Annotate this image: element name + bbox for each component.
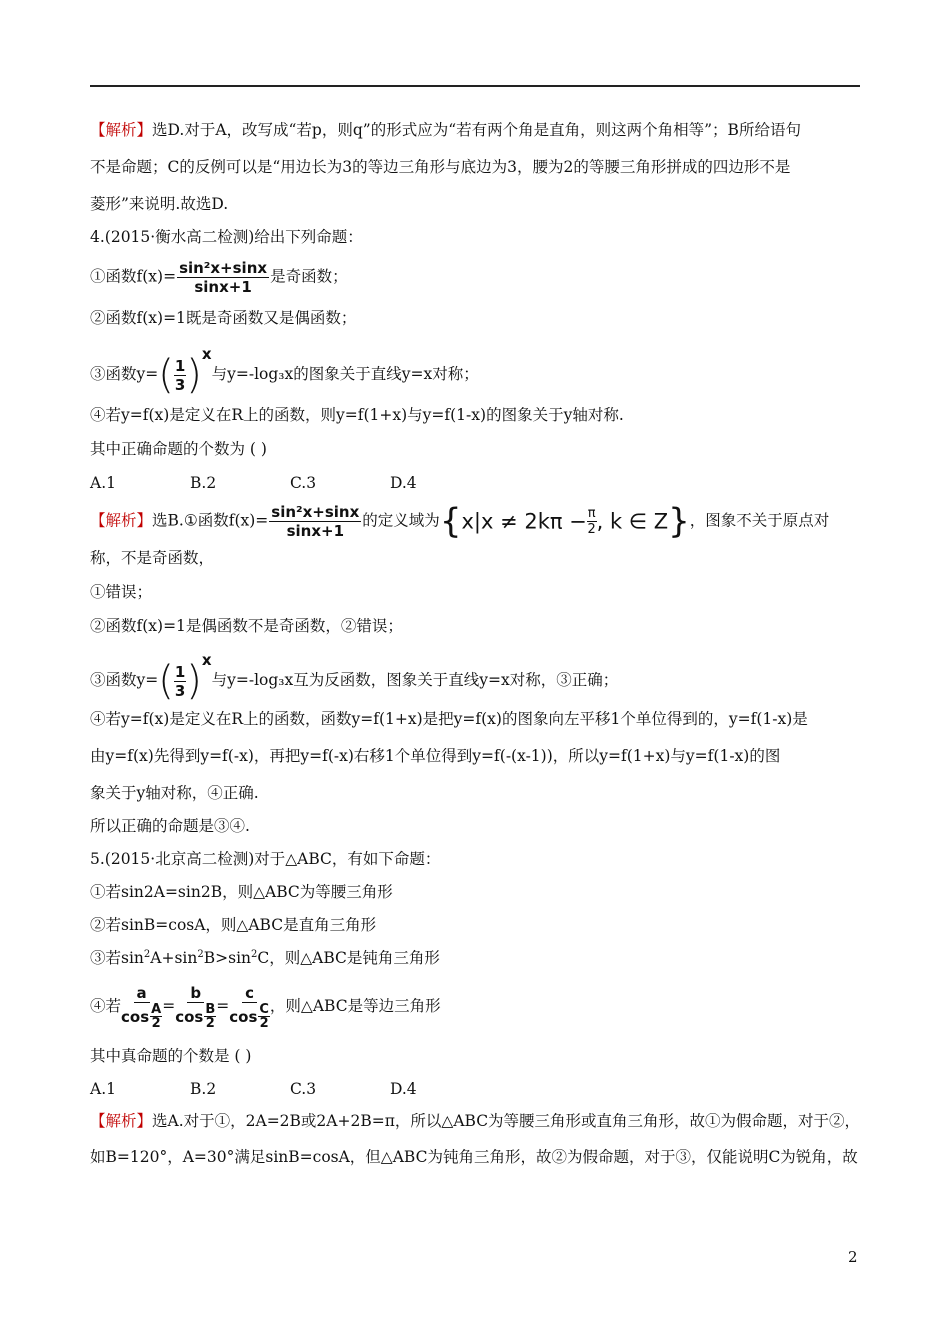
q4-stem: 4.(2015·衡水高二检测)给出下列命题： bbox=[90, 228, 363, 246]
q4-ask: 其中正确命题的个数为 ( ) bbox=[90, 440, 267, 458]
analysis-q4-line-8: 象关于y轴对称，④正确. bbox=[90, 784, 259, 802]
fraction: $\frac{1}{3}$ bbox=[174, 356, 186, 394]
analysis-q4-line-7: 由y=f(x)先得到y=f(-x)，再把y=f(-x)右移1个单位得到y=f(-(x-1))，所以y=f(1+x)与y=f(1-x)的图 bbox=[90, 747, 781, 765]
option-d: D.4 bbox=[390, 474, 417, 492]
fraction: $\frac{\text{sin²x+sinx}}{\sin x+1}$ bbox=[179, 259, 268, 296]
analysis-q3-line-2: 不是命题；C的反例可以是“用边长为3的等边三角形与底边为3，腰为2的等腰三角形拼成的四边形不是 bbox=[90, 158, 791, 176]
analysis-tag: 【解析】 bbox=[90, 121, 153, 139]
option-a: A.1 bbox=[90, 474, 116, 492]
fraction: a cos A 2 bbox=[121, 984, 162, 1031]
fraction: b cos B 2 bbox=[175, 984, 216, 1031]
page-number: 2 bbox=[848, 1248, 858, 1266]
option-c: C.3 bbox=[290, 474, 317, 492]
analysis-q4-line-9: 所以正确的命题是③④. bbox=[90, 817, 250, 835]
header-rule bbox=[90, 85, 860, 87]
fraction: $\frac{\pi}{2}$ bbox=[587, 506, 596, 537]
option-b: B.2 bbox=[190, 1080, 217, 1098]
fraction: $\frac{\text{sin²x+sinx}}{\sin x+1}$ bbox=[271, 503, 360, 540]
option-d: D.4 bbox=[390, 1080, 417, 1098]
analysis-q5-line-2: 如B=120°，A=30°满足sinB=cosA，但△ABC为钝角三角形，故②为假命题，对于③，仅能说明C为锐角，故 bbox=[90, 1148, 858, 1166]
q5-item-1: ①若sin2A=sin2B，则△ABC为等腰三角形 bbox=[90, 883, 393, 901]
fraction: $\frac{1}{3}$ bbox=[174, 662, 186, 700]
q5-item-4: ④若 a cos A 2 = b cos B 2 = c cos C 2 ，则△ABC是等边三角形 bbox=[90, 984, 441, 1031]
q5-stem: 5.(2015·北京高二检测)对于△ABC，有如下命题： bbox=[90, 850, 441, 868]
analysis-q3-line-3: 菱形”来说明.故选D. bbox=[90, 195, 229, 213]
q5-options bbox=[90, 1077, 860, 1101]
analysis-q4-line-4: ②函数f(x)=1是偶函数不是奇函数，②错误； bbox=[90, 617, 403, 635]
q4-item-3: ③函数y=( $\frac{1}{3}$ )x与y=-log₃x的图象关于直线y=x对称； bbox=[90, 345, 479, 398]
analysis-q5-line-1: 【解析】选A.对于①，2A=2B或2A+2B=π，所以△ABC为等腰三角形或直角三角形，故①为假命题，对于②， bbox=[90, 1112, 861, 1130]
q4-item-2: ②函数f(x)=1既是奇函数又是偶函数； bbox=[90, 309, 357, 327]
option-a: A.1 bbox=[90, 1080, 116, 1098]
q5-item-2: ②若sinB=cosA，则△ABC是直角三角形 bbox=[90, 916, 377, 934]
option-b: B.2 bbox=[190, 474, 217, 492]
analysis-q4-line-2: 称，不是奇函数， bbox=[90, 549, 215, 567]
fraction: c cos C 2 bbox=[229, 984, 269, 1031]
q4-options bbox=[90, 471, 860, 495]
q4-item-4: ④若y=f(x)是定义在R上的函数，则y=f(1+x)与y=f(1-x)的图象关于y轴对称. bbox=[90, 406, 624, 424]
analysis-q4-line-3: ①错误； bbox=[90, 583, 153, 601]
analysis-q4-line-1: 【解析】选B.①函数f(x)= $\frac{\text{sin²x+sinx}}{\sin x+1}$ 的定义域为{x|x ≠ 2kπ − $\frac{\pi}{2}$ , k ∈ Z}，图象不关于原点对 bbox=[90, 501, 830, 542]
q5-item-3: ③若$\sin^2A+\sin^2B>\sin^2C$，则△ABC是钝角三角形 bbox=[90, 949, 440, 967]
option-c: C.3 bbox=[290, 1080, 317, 1098]
q4-item-1: ①函数f(x)= $\frac{\text{sin²x+sinx}}{\sin x+1}$ 是奇函数； bbox=[90, 259, 348, 296]
q5-ask: 其中真命题的个数是 ( ) bbox=[90, 1047, 252, 1065]
analysis-q4-line-5: ③函数y=( $\frac{1}{3}$ )x与y=-log₃x互为反函数，图象关于直线y=x对称，③正确； bbox=[90, 651, 619, 704]
analysis-q3-line-1: 【解析】选D.对于A，改写成“若p，则q”的形式应为“若有两个角是直角，则这两个角相等”；B所给语句 bbox=[90, 121, 801, 139]
document-body bbox=[90, 118, 860, 1169]
analysis-q4-line-6: ④若y=f(x)是定义在R上的函数，函数y=f(1+x)是把y=f(x)的图象向左平移1个单位得到的，y=f(1-x)是 bbox=[90, 710, 808, 728]
